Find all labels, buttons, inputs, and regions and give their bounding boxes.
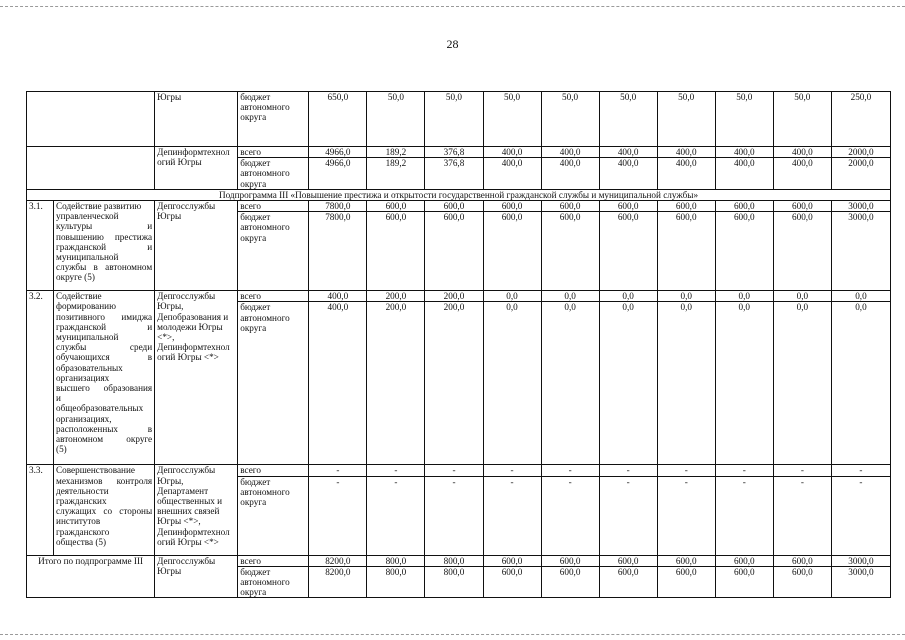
value-cell: - bbox=[657, 476, 715, 555]
value-cell: 4966,0 bbox=[309, 158, 367, 190]
value-cell: 400,0 bbox=[541, 147, 599, 158]
value-cell: 0,0 bbox=[831, 291, 890, 302]
value-cell: 200,0 bbox=[425, 302, 483, 465]
value-cell: 800,0 bbox=[367, 555, 425, 566]
value-cell: 0,0 bbox=[657, 291, 715, 302]
value-cell: 0,0 bbox=[715, 302, 773, 465]
value-cell: 800,0 bbox=[425, 555, 483, 566]
item-number: 3.3. bbox=[27, 465, 54, 555]
value-cell: 600,0 bbox=[657, 566, 715, 598]
total-label: Итого по подпрограмме III bbox=[27, 555, 155, 598]
value-cell: - bbox=[309, 476, 367, 555]
budget-table bbox=[26, 91, 891, 598]
source-cell: бюджет автономного округа bbox=[238, 302, 309, 465]
value-cell: 600,0 bbox=[483, 555, 541, 566]
value-cell: - bbox=[715, 465, 773, 476]
value-cell: 189,2 bbox=[367, 147, 425, 158]
item-name: Содействие развитию управленческой культуры и повышению престижа гражданской и муниципальной службы в автономном округе (5) bbox=[54, 201, 155, 291]
value-cell: 7800,0 bbox=[309, 201, 367, 212]
value-cell: 2000,0 bbox=[831, 147, 890, 158]
value-cell: - bbox=[541, 465, 599, 476]
value-cell: 600,0 bbox=[657, 212, 715, 291]
value-cell: - bbox=[425, 476, 483, 555]
value-cell: 8200,0 bbox=[309, 566, 367, 598]
value-cell: 600,0 bbox=[367, 212, 425, 291]
value-cell: 0,0 bbox=[831, 302, 890, 465]
value-cell: 400,0 bbox=[309, 302, 367, 465]
value-cell: 7800,0 bbox=[309, 212, 367, 291]
value-cell: 800,0 bbox=[425, 566, 483, 598]
value-cell: 400,0 bbox=[309, 291, 367, 302]
value-cell: 0,0 bbox=[541, 302, 599, 465]
value-cell: 0,0 bbox=[657, 302, 715, 465]
value-cell: 3000,0 bbox=[831, 201, 890, 212]
value-cell: 4966,0 bbox=[309, 147, 367, 158]
value-cell: 0,0 bbox=[773, 291, 831, 302]
value-cell: 600,0 bbox=[773, 555, 831, 566]
empty-cell bbox=[27, 92, 155, 147]
value-cell: 600,0 bbox=[599, 566, 657, 598]
value-cell: 600,0 bbox=[773, 212, 831, 291]
source-cell: всего bbox=[238, 291, 309, 302]
continuation-row bbox=[27, 92, 891, 147]
value-cell: 600,0 bbox=[657, 555, 715, 566]
value-cell: 3000,0 bbox=[831, 212, 890, 291]
value-cell: 800,0 bbox=[367, 566, 425, 598]
value-cell: - bbox=[657, 465, 715, 476]
responsible-cell: Депгосслужбы Югры, Депобразования и молодежи Югры <*>, Депинформтехнол огий Югры <*> bbox=[155, 291, 238, 465]
value-cell: 600,0 bbox=[715, 212, 773, 291]
value-cell: 600,0 bbox=[541, 555, 599, 566]
value-cell: 600,0 bbox=[599, 212, 657, 291]
value-cell: 600,0 bbox=[715, 566, 773, 598]
scan-artifact-top bbox=[0, 6, 905, 7]
page-number: 28 bbox=[446, 37, 459, 51]
value-cell: 400,0 bbox=[599, 147, 657, 158]
value-cell: 400,0 bbox=[773, 147, 831, 158]
value-cell: 600,0 bbox=[599, 201, 657, 212]
value-cell: - bbox=[367, 465, 425, 476]
value-cell: 600,0 bbox=[715, 201, 773, 212]
value-cell: 200,0 bbox=[367, 302, 425, 465]
value-cell: 600,0 bbox=[715, 555, 773, 566]
value-cell: 400,0 bbox=[599, 158, 657, 190]
value-cell: - bbox=[773, 465, 831, 476]
value-cell: - bbox=[831, 465, 890, 476]
item-row bbox=[27, 291, 891, 302]
responsible-cell: Депгосслужбы Югры, Департамент общественных и внешних связей Югры <*>, Депинформтехнол огий Югры <*> bbox=[155, 465, 238, 555]
value-cell: 200,0 bbox=[367, 291, 425, 302]
value-cell: 8200,0 bbox=[309, 555, 367, 566]
source-cell: всего bbox=[238, 201, 309, 212]
value-cell: 600,0 bbox=[599, 555, 657, 566]
source-cell: бюджет автономного округа bbox=[238, 158, 309, 190]
value-cell: - bbox=[773, 476, 831, 555]
value-cell: - bbox=[309, 465, 367, 476]
value-cell: 400,0 bbox=[483, 147, 541, 158]
value-cell: 0,0 bbox=[599, 302, 657, 465]
item-number: 3.1. bbox=[27, 201, 54, 291]
responsible-cell: Депинформтехнол огий Югры bbox=[155, 147, 238, 190]
value-cell: 376,8 bbox=[425, 158, 483, 190]
value-cell: 400,0 bbox=[657, 147, 715, 158]
value-cell: - bbox=[541, 476, 599, 555]
item-row bbox=[27, 201, 891, 212]
source-cell: бюджет автономного округа bbox=[238, 476, 309, 555]
value-cell: 600,0 bbox=[657, 201, 715, 212]
value-cell: 600,0 bbox=[773, 201, 831, 212]
source-cell: бюджет автономного округа bbox=[238, 92, 309, 147]
item-name: Содействие формированию позитивного имиджа гражданской и муниципальной службы среди обучающихся в образовательных организациях высшего образования и общеобразовательных организациях, расположенных в автономном округе (5) bbox=[54, 291, 155, 465]
value-cell: - bbox=[425, 465, 483, 476]
source-cell: бюджет автономного округа bbox=[238, 566, 309, 598]
value-cell: 600,0 bbox=[483, 201, 541, 212]
value-cell: 600,0 bbox=[773, 566, 831, 598]
value-cell: 189,2 bbox=[367, 158, 425, 190]
value-cell: 600,0 bbox=[541, 566, 599, 598]
value-cell: 0,0 bbox=[483, 302, 541, 465]
value-cell: 0,0 bbox=[483, 291, 541, 302]
value-cell: - bbox=[483, 465, 541, 476]
value-cell: 600,0 bbox=[425, 212, 483, 291]
item-number: 3.2. bbox=[27, 291, 54, 465]
item-row bbox=[27, 465, 891, 476]
value-cell: 250,0 bbox=[831, 92, 890, 147]
value-cell: 50,0 bbox=[367, 92, 425, 147]
value-cell: - bbox=[831, 476, 890, 555]
source-cell: бюджет автономного округа bbox=[238, 212, 309, 291]
source-cell: всего bbox=[238, 465, 309, 476]
value-cell: 0,0 bbox=[599, 291, 657, 302]
value-cell: 600,0 bbox=[483, 566, 541, 598]
value-cell: - bbox=[715, 476, 773, 555]
responsible-cell: Депгосслужбы Югры bbox=[155, 555, 238, 598]
value-cell: 0,0 bbox=[773, 302, 831, 465]
value-cell: 0,0 bbox=[715, 291, 773, 302]
value-cell: 400,0 bbox=[715, 147, 773, 158]
value-cell: - bbox=[599, 476, 657, 555]
value-cell: 400,0 bbox=[541, 158, 599, 190]
value-cell: 50,0 bbox=[715, 92, 773, 147]
value-cell: 2000,0 bbox=[831, 158, 890, 190]
value-cell: 400,0 bbox=[483, 158, 541, 190]
value-cell: - bbox=[599, 465, 657, 476]
table-row bbox=[27, 147, 891, 158]
value-cell: 3000,0 bbox=[831, 566, 890, 598]
value-cell: 600,0 bbox=[541, 201, 599, 212]
value-cell: - bbox=[367, 476, 425, 555]
value-cell: 3000,0 bbox=[831, 555, 890, 566]
value-cell: 600,0 bbox=[541, 212, 599, 291]
item-name: Совершенствование механизмов контроля деятельности гражданских служащих со стороны институтов гражданского общества (5) bbox=[54, 465, 155, 555]
empty-cell bbox=[27, 147, 155, 190]
total-row bbox=[27, 555, 891, 566]
value-cell: 600,0 bbox=[367, 201, 425, 212]
value-cell: 50,0 bbox=[483, 92, 541, 147]
subprogram-title: Подпрограмма III «Повышение престижа и открытости государственной гражданской службы и муниципальной службы» bbox=[27, 189, 891, 200]
value-cell: - bbox=[483, 476, 541, 555]
value-cell: 50,0 bbox=[425, 92, 483, 147]
source-cell: всего bbox=[238, 147, 309, 158]
source-cell: всего bbox=[238, 555, 309, 566]
responsible-cell: Депгосслужбы Югры bbox=[155, 201, 238, 291]
value-cell: 0,0 bbox=[541, 291, 599, 302]
value-cell: 200,0 bbox=[425, 291, 483, 302]
value-cell: 600,0 bbox=[425, 201, 483, 212]
value-cell: 50,0 bbox=[599, 92, 657, 147]
value-cell: 400,0 bbox=[773, 158, 831, 190]
value-cell: 400,0 bbox=[715, 158, 773, 190]
subprogram-row bbox=[27, 189, 891, 200]
scan-artifact-bottom bbox=[0, 634, 905, 635]
value-cell: 650,0 bbox=[309, 92, 367, 147]
value-cell: 400,0 bbox=[657, 158, 715, 190]
responsible-cell: Югры bbox=[155, 92, 238, 147]
value-cell: 376,8 bbox=[425, 147, 483, 158]
value-cell: 50,0 bbox=[541, 92, 599, 147]
value-cell: 600,0 bbox=[483, 212, 541, 291]
value-cell: 50,0 bbox=[657, 92, 715, 147]
value-cell: 50,0 bbox=[773, 92, 831, 147]
